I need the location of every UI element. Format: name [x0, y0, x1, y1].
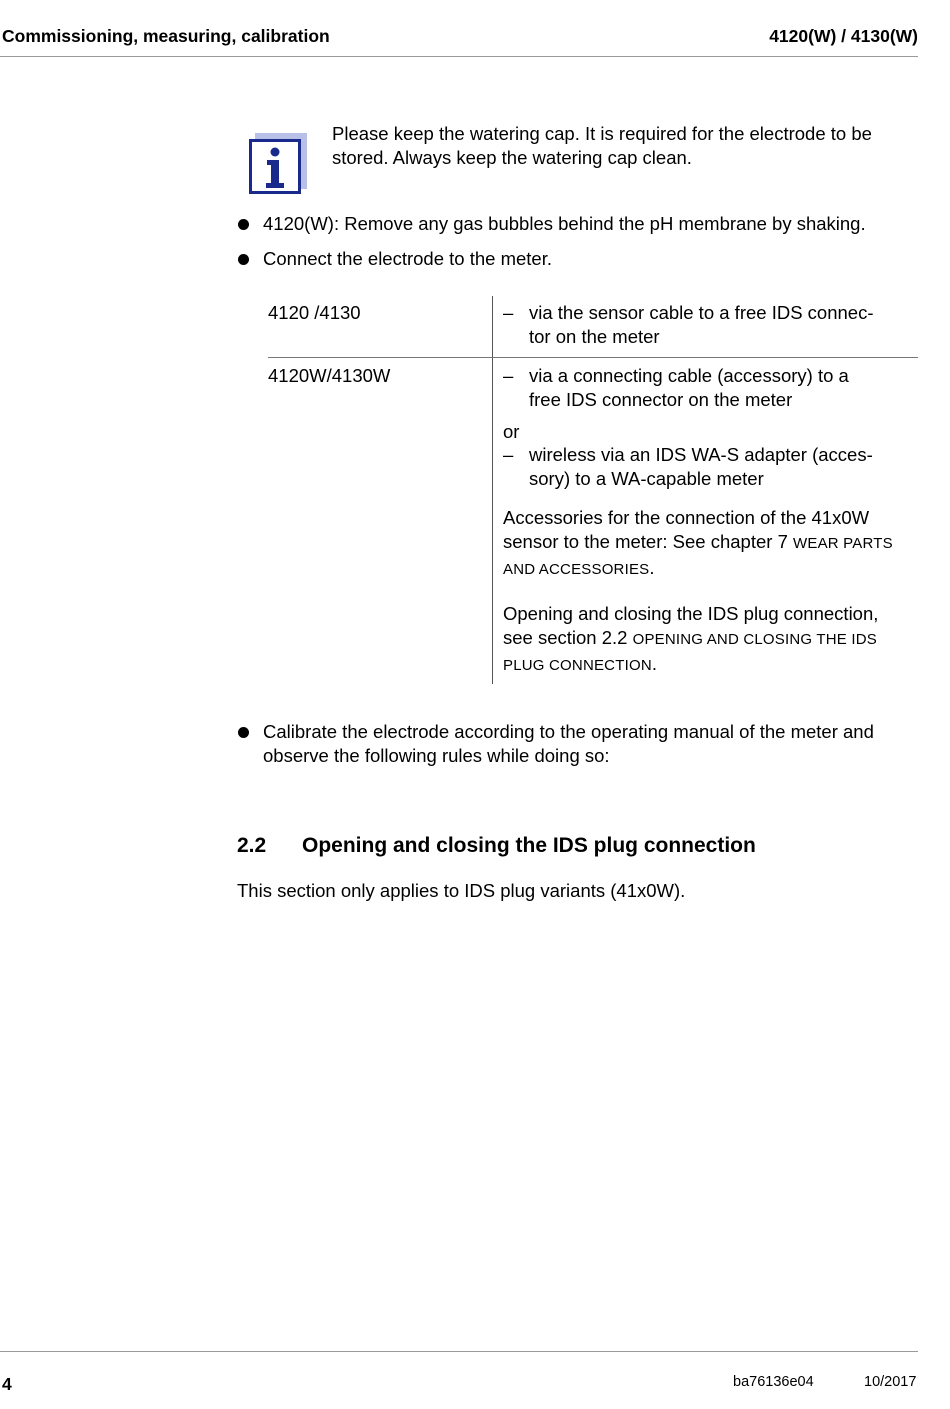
- header-model: 4120(W) / 4130(W): [769, 26, 918, 46]
- list-item: [238, 247, 928, 271]
- accessories-note: Accessories for the connection of the 41x0W sensor to the meter: See chapter 7 WEAR PARTS AND ACCESSORIES.: [503, 507, 893, 578]
- header-title: Commissioning, measuring, calibration: [2, 26, 330, 46]
- table-column-divider: [492, 296, 493, 684]
- plug-connection-note-text: Opening and closing the IDS plug connection, see section 2.2: [503, 603, 879, 648]
- or-separator: or: [503, 421, 520, 442]
- list-item-text: Connect the electrode to the meter.: [263, 248, 552, 269]
- info-note-text: Please keep the watering cap. It is required for the electrode to be stored. Always keep the watering cap clean.: [332, 123, 872, 168]
- connection-option: [503, 301, 913, 349]
- connection-option-text: via the sensor cable to a free IDS connec- tor on the meter: [529, 302, 874, 347]
- accessories-note-text: Accessories for the connection of the 41x0W sensor to the meter: See chapter 7: [503, 507, 870, 552]
- header-divider: [0, 56, 918, 57]
- section-reference: OPENING AND CLOSING THE IDS PLUG CONNECTION: [503, 631, 877, 674]
- list-item-text: Calibrate the electrode according to the operating manual of the meter and observe the following rules while doing so:: [263, 721, 874, 766]
- chapter-reference: WEAR PARTS AND ACCESSORIES: [503, 535, 893, 578]
- bullet-icon: [238, 254, 249, 265]
- plug-connection-note: Opening and closing the IDS plug connection, see section 2.2 OPENING AND CLOSING THE IDS PLUG CONNECTION.: [503, 603, 879, 674]
- bullet-icon: [238, 219, 249, 230]
- list-item-text: 4120(W): Remove any gas bubbles behind the pH membrane by shaking.: [263, 213, 866, 234]
- connection-option-text: wireless via an IDS WA-S adapter (acces- sory) to a WA-capable meter: [529, 444, 873, 489]
- list-item: [238, 720, 928, 768]
- dash-marker: –: [503, 365, 514, 386]
- dash-marker: –: [503, 444, 514, 465]
- list-item: [238, 212, 928, 236]
- section-body: This section only applies to IDS plug variants (41x0W).: [237, 880, 686, 901]
- bullet-icon: [238, 727, 249, 738]
- info-icon: [249, 133, 307, 195]
- table-model-cell: 4120W/4130W: [268, 365, 391, 386]
- section-number: 2.2: [237, 834, 267, 857]
- document-date: 10/2017: [864, 1374, 917, 1390]
- table-model-cell: 4120 /4130: [268, 302, 361, 323]
- dash-marker: –: [503, 302, 514, 323]
- connection-option-text: via a connecting cable (accessory) to a free IDS connector on the meter: [529, 365, 849, 410]
- section-title: Opening and closing the IDS plug connection: [302, 834, 756, 857]
- table-row-divider: [268, 357, 918, 358]
- footer-divider: [0, 1351, 918, 1352]
- page-number: 4: [2, 1374, 12, 1394]
- connection-option: [503, 364, 913, 412]
- document-code: ba76136e04: [733, 1374, 814, 1390]
- connection-option: [503, 443, 913, 491]
